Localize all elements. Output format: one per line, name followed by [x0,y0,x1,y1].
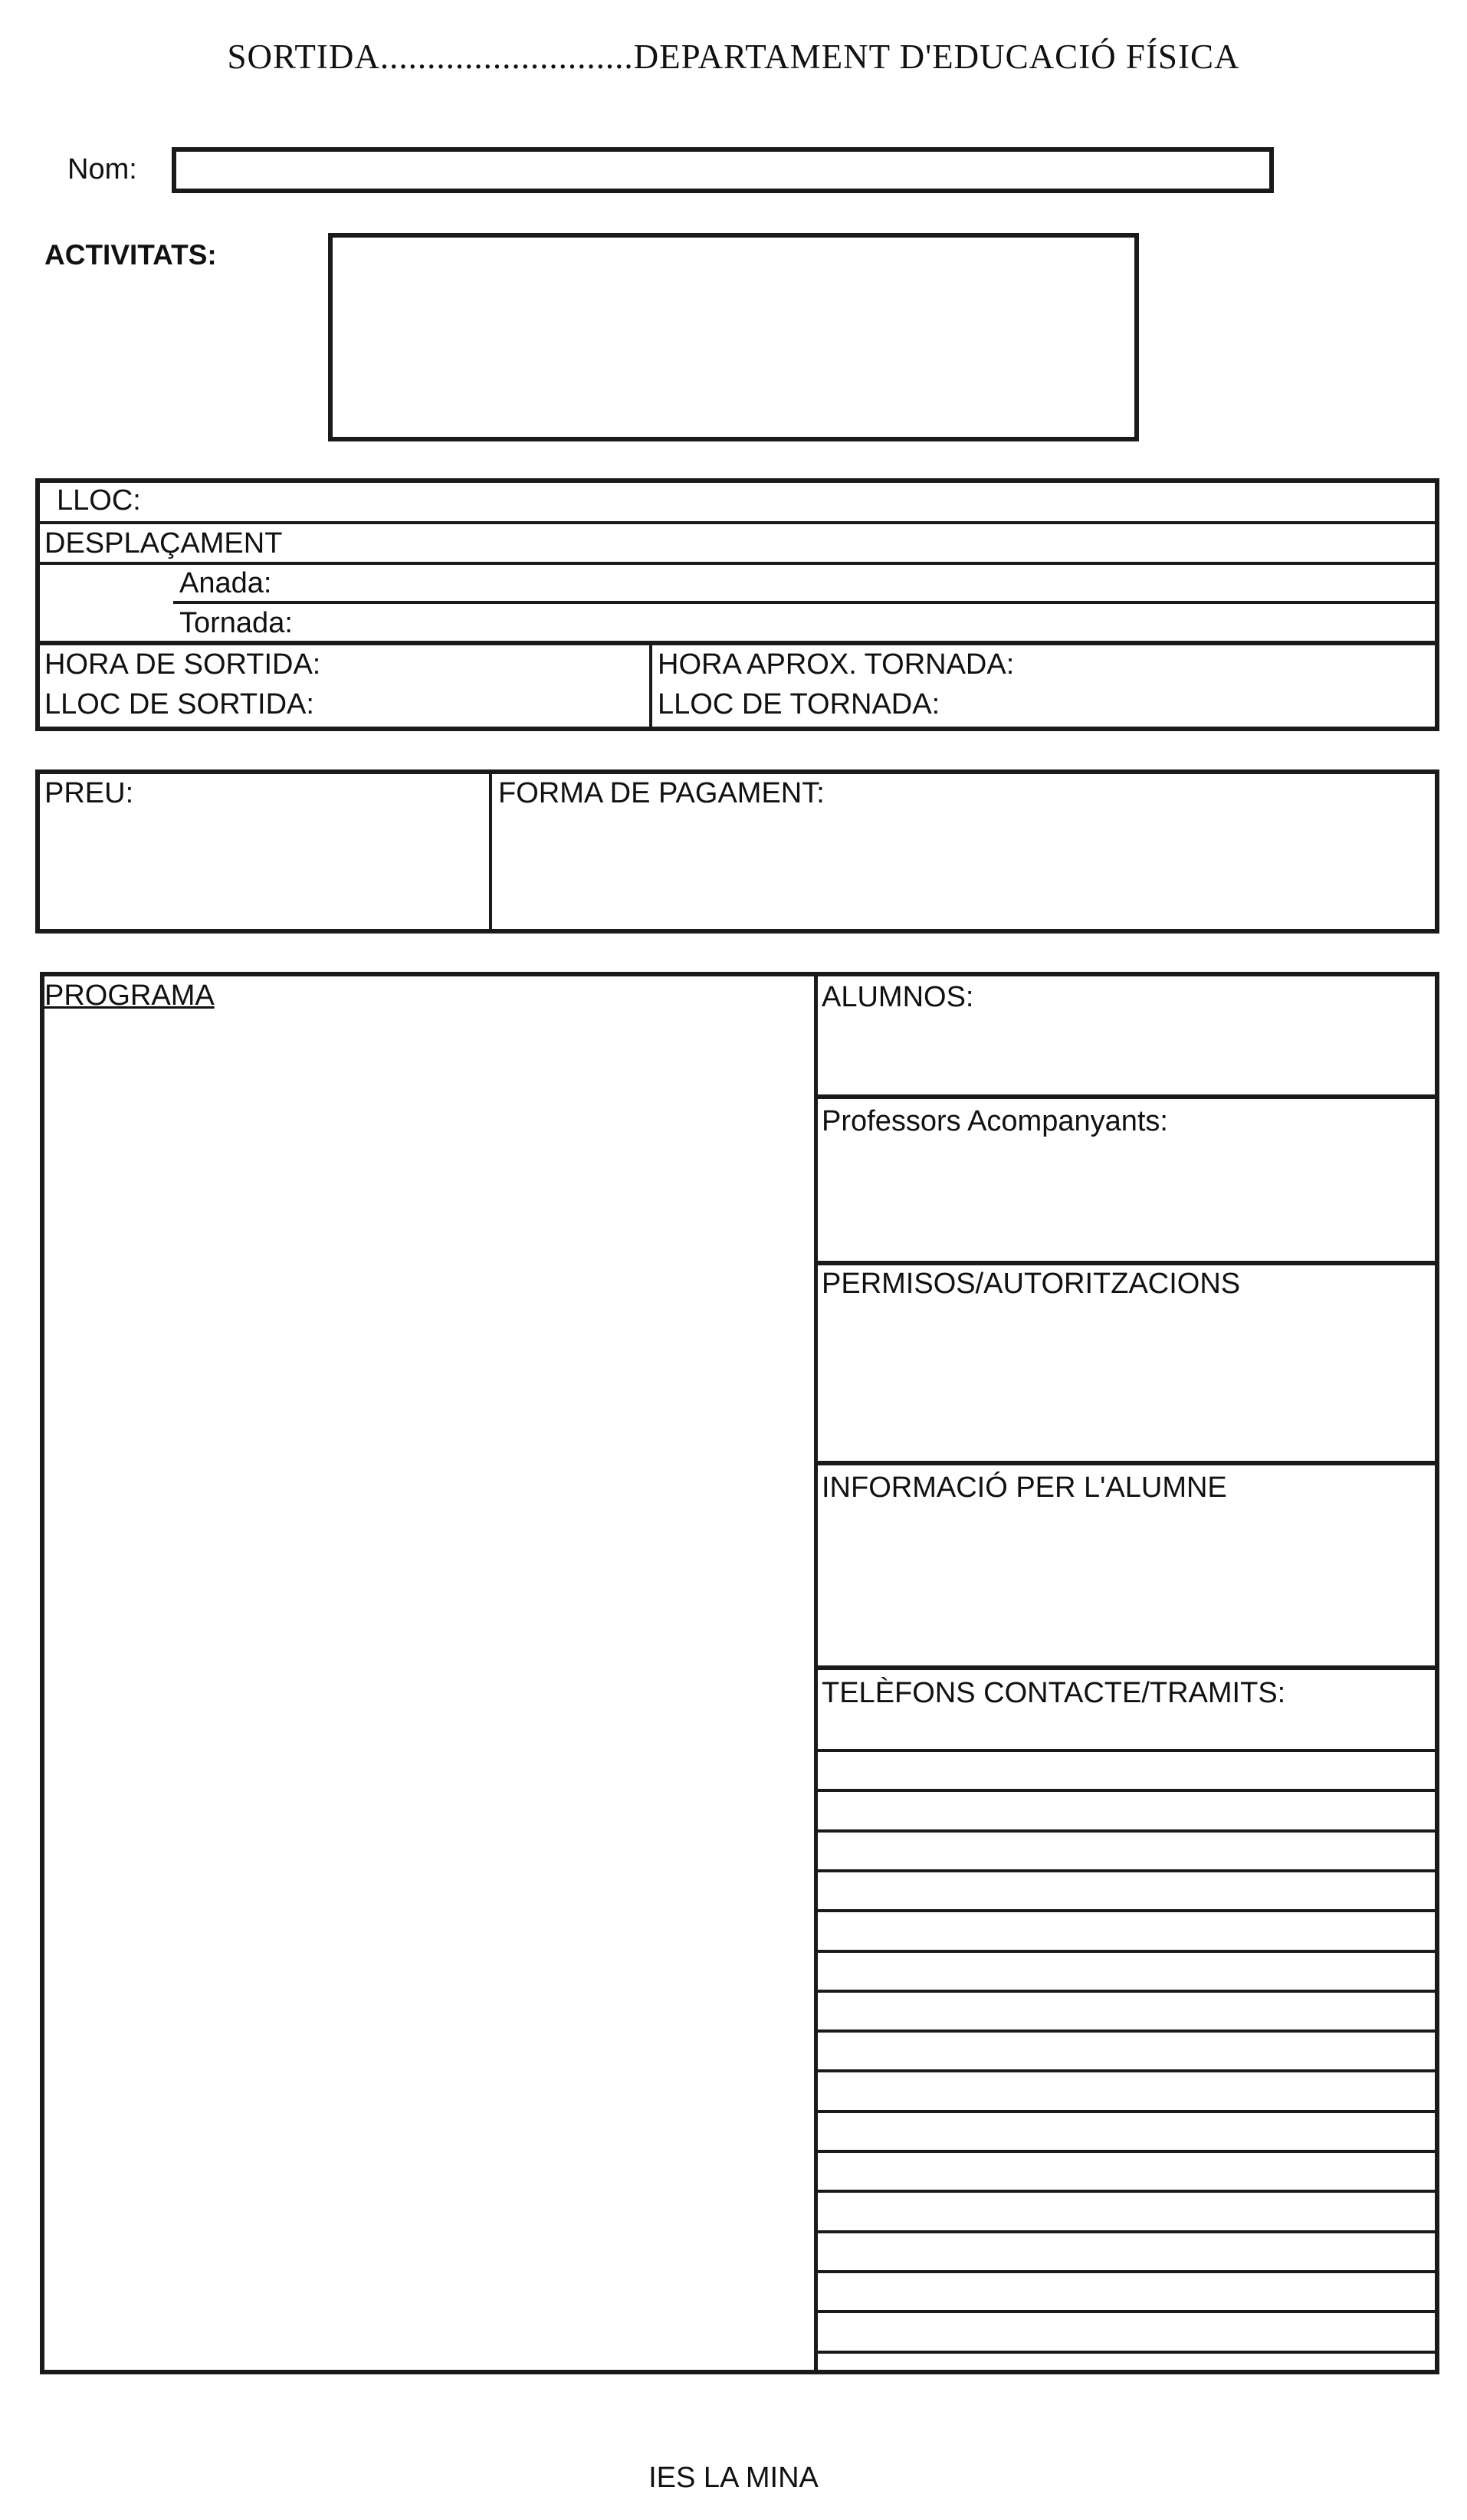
hora-sortida-label: HORA DE SORTIDA: [44,648,321,681]
divider [814,973,818,2373]
alumnos-label: ALUMNOS: [822,981,974,1013]
lloc-tornada-label: LLOC DE TORNADA: [658,688,940,720]
divider [35,521,1439,524]
telefons-line[interactable] [817,1789,1438,1792]
telefons-line[interactable] [817,2069,1438,2072]
divider [816,1094,1438,1099]
preu-label: PREU: [44,777,134,809]
informacio-label: INFORMACIÓ PER L'ALUMNE [822,1472,1227,1504]
telefons-line[interactable] [817,2270,1438,2273]
programa-title: PROGRAMA [44,979,215,1012]
divider [173,601,1439,604]
title-department: DEPARTAMENT D'EDUCACIÓ FÍSICA [633,38,1240,76]
footer-school: IES LA MINA [648,2462,819,2494]
telefons-label: TELÈFONS CONTACTE/TRAMITS: [822,1677,1286,1709]
telefons-line[interactable] [817,1909,1438,1912]
telefons-line[interactable] [817,2029,1438,2033]
divider [489,771,492,932]
lloc-sortida-label: LLOC DE SORTIDA: [44,688,314,720]
telefons-line[interactable] [817,2150,1438,2153]
telefons-line[interactable] [817,2230,1438,2233]
telefons-line[interactable] [817,1829,1438,1833]
lloc-label: LLOC: [57,484,141,517]
telefons-line[interactable] [817,1950,1438,1953]
desplacament-label: DESPLAÇAMENT [44,527,283,559]
forma-pagament-label: FORMA DE PAGAMENT: [498,777,825,809]
title-sortida: SORTIDA [227,38,380,76]
professors-label: Professors Acompanyants: [822,1105,1168,1137]
divider [816,1665,1438,1670]
nom-field[interactable] [172,147,1274,193]
tornada-label: Tornada: [179,607,293,639]
anada-label: Anada: [179,567,272,599]
hora-tornada-label: HORA APROX. TORNADA: [658,648,1015,681]
nom-label: Nom: [67,153,137,185]
preu-field[interactable] [41,812,484,927]
page-title [0,37,1467,77]
title-dots: ........................... [379,38,634,76]
telefons-line[interactable] [817,1749,1438,1752]
permisos-label: PERMISOS/AUTORITZACIONS [822,1268,1241,1300]
activitats-label: ACTIVITATS: [44,239,217,271]
divider [35,562,1439,565]
telefons-line[interactable] [817,2351,1438,2354]
telefons-line[interactable] [817,2190,1438,2193]
telefons-line[interactable] [817,2110,1438,2113]
telefons-line[interactable] [817,1990,1438,1993]
activitats-field[interactable] [328,233,1139,441]
divider [816,1461,1438,1465]
divider [649,642,652,731]
forma-pagament-field[interactable] [495,812,1435,927]
divider [816,1261,1438,1265]
programa-field[interactable] [44,1019,809,2368]
telefons-line[interactable] [817,1869,1438,1872]
telefons-line[interactable] [817,2310,1438,2313]
divider [35,641,1439,645]
